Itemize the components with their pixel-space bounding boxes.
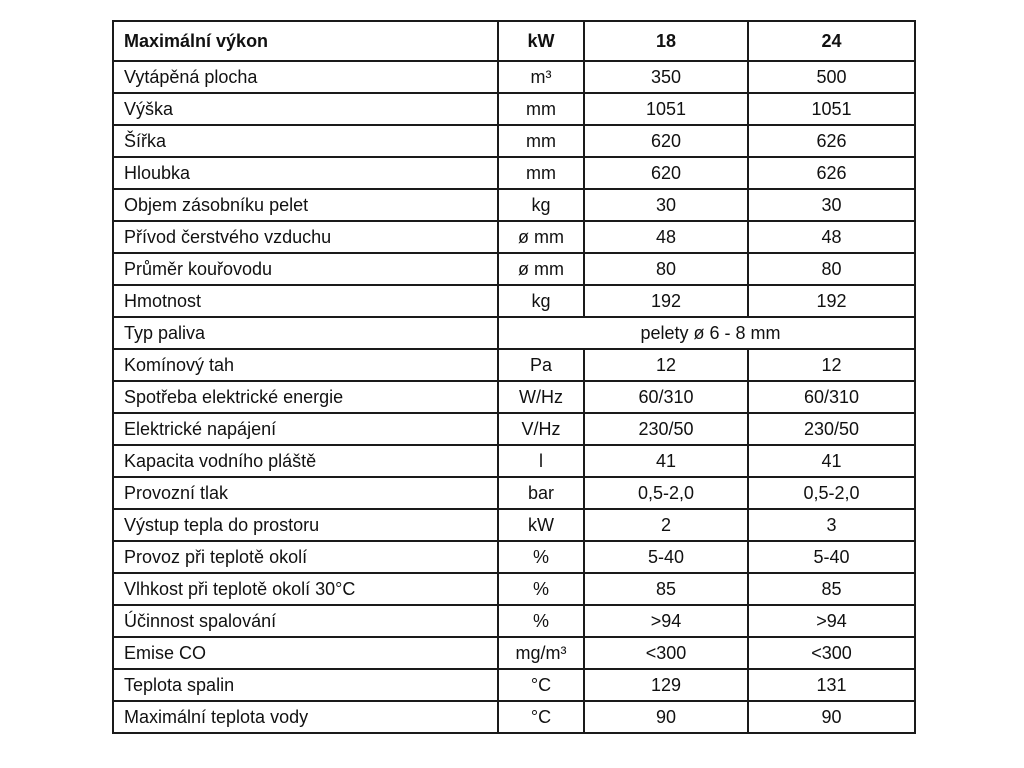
value-18-cell: 48 <box>584 221 748 253</box>
value-24-cell: 5-40 <box>748 541 915 573</box>
table-row <box>113 445 915 477</box>
value-18-cell: 1051 <box>584 93 748 125</box>
param-cell: Účinnost spalování <box>113 605 498 637</box>
value-18-cell: 5-40 <box>584 541 748 573</box>
value-18-cell: 80 <box>584 253 748 285</box>
table-row <box>113 701 915 733</box>
spec-table-body <box>113 21 915 733</box>
table-row <box>113 381 915 413</box>
value-24-cell: 3 <box>748 509 915 541</box>
unit-cell: kg <box>498 285 584 317</box>
table-row <box>113 477 915 509</box>
param-cell: Kapacita vodního pláště <box>113 445 498 477</box>
param-cell: Objem zásobníku pelet <box>113 189 498 221</box>
value-24-cell: 626 <box>748 157 915 189</box>
header-value-18: 18 <box>584 21 748 61</box>
value-18-cell: 60/310 <box>584 381 748 413</box>
value-24-cell: 500 <box>748 61 915 93</box>
param-cell: Hmotnost <box>113 285 498 317</box>
unit-cell: % <box>498 605 584 637</box>
unit-cell: mm <box>498 125 584 157</box>
value-18-cell: 12 <box>584 349 748 381</box>
value-24-cell: 80 <box>748 253 915 285</box>
unit-cell: V/Hz <box>498 413 584 445</box>
value-18-cell: >94 <box>584 605 748 637</box>
unit-cell: mm <box>498 157 584 189</box>
value-24-cell: >94 <box>748 605 915 637</box>
unit-cell: kW <box>498 509 584 541</box>
table-row <box>113 93 915 125</box>
value-24-cell: 85 <box>748 573 915 605</box>
value-18-cell: 620 <box>584 125 748 157</box>
unit-cell: ø mm <box>498 221 584 253</box>
param-cell: Komínový tah <box>113 349 498 381</box>
param-cell: Hloubka <box>113 157 498 189</box>
param-cell: Přívod čerstvého vzduchu <box>113 221 498 253</box>
value-18-cell: 192 <box>584 285 748 317</box>
unit-cell: kg <box>498 189 584 221</box>
param-cell: Vlhkost při teplotě okolí 30°C <box>113 573 498 605</box>
unit-cell: W/Hz <box>498 381 584 413</box>
value-18-cell: 620 <box>584 157 748 189</box>
unit-cell: mm <box>498 93 584 125</box>
table-row <box>113 669 915 701</box>
unit-cell: mg/m³ <box>498 637 584 669</box>
unit-cell: °C <box>498 701 584 733</box>
unit-cell: Pa <box>498 349 584 381</box>
value-18-cell: 129 <box>584 669 748 701</box>
value-24-cell: 12 <box>748 349 915 381</box>
table-row <box>113 61 915 93</box>
table-row <box>113 285 915 317</box>
table-row <box>113 541 915 573</box>
value-24-cell: 1051 <box>748 93 915 125</box>
param-cell: Provozní tlak <box>113 477 498 509</box>
unit-cell: °C <box>498 669 584 701</box>
param-cell: Typ paliva <box>113 317 498 349</box>
table-row <box>113 573 915 605</box>
value-24-cell: 192 <box>748 285 915 317</box>
value-18-cell: 30 <box>584 189 748 221</box>
table-row <box>113 189 915 221</box>
unit-cell: % <box>498 541 584 573</box>
value-18-cell: 230/50 <box>584 413 748 445</box>
param-cell: Výstup tepla do prostoru <box>113 509 498 541</box>
unit-cell: m³ <box>498 61 584 93</box>
value-24-cell: 0,5-2,0 <box>748 477 915 509</box>
table-row <box>113 605 915 637</box>
param-cell: Spotřeba elektrické energie <box>113 381 498 413</box>
header-param: Maximální výkon <box>113 21 498 61</box>
value-24-cell: 30 <box>748 189 915 221</box>
value-24-cell: 41 <box>748 445 915 477</box>
table-row <box>113 349 915 381</box>
value-18-cell: 41 <box>584 445 748 477</box>
unit-cell: % <box>498 573 584 605</box>
value-18-cell: 90 <box>584 701 748 733</box>
param-cell: Maximální teplota vody <box>113 701 498 733</box>
value-24-cell: 48 <box>748 221 915 253</box>
param-cell: Provoz při teplotě okolí <box>113 541 498 573</box>
spec-table <box>112 20 916 734</box>
table-row <box>113 413 915 445</box>
value-24-cell: 90 <box>748 701 915 733</box>
param-cell: Výška <box>113 93 498 125</box>
table-row <box>113 253 915 285</box>
table-row <box>113 157 915 189</box>
param-cell: Emise CO <box>113 637 498 669</box>
param-cell: Průměr kouřovodu <box>113 253 498 285</box>
table-row <box>113 637 915 669</box>
value-18-cell: 85 <box>584 573 748 605</box>
header-value-24: 24 <box>748 21 915 61</box>
unit-cell: ø mm <box>498 253 584 285</box>
merged-value-cell: pelety ø 6 - 8 mm <box>498 317 915 349</box>
param-cell: Teplota spalin <box>113 669 498 701</box>
value-18-cell: 0,5-2,0 <box>584 477 748 509</box>
unit-cell: bar <box>498 477 584 509</box>
table-row <box>113 125 915 157</box>
param-cell: Vytápěná plocha <box>113 61 498 93</box>
header-row <box>113 21 915 61</box>
table-row <box>113 221 915 253</box>
value-24-cell: 626 <box>748 125 915 157</box>
table-row <box>113 317 915 349</box>
param-cell: Šířka <box>113 125 498 157</box>
value-24-cell: 131 <box>748 669 915 701</box>
value-24-cell: 60/310 <box>748 381 915 413</box>
unit-cell: l <box>498 445 584 477</box>
value-24-cell: 230/50 <box>748 413 915 445</box>
value-18-cell: 2 <box>584 509 748 541</box>
value-18-cell: 350 <box>584 61 748 93</box>
value-18-cell: <300 <box>584 637 748 669</box>
value-24-cell: <300 <box>748 637 915 669</box>
header-unit: kW <box>498 21 584 61</box>
param-cell: Elektrické napájení <box>113 413 498 445</box>
table-row <box>113 509 915 541</box>
